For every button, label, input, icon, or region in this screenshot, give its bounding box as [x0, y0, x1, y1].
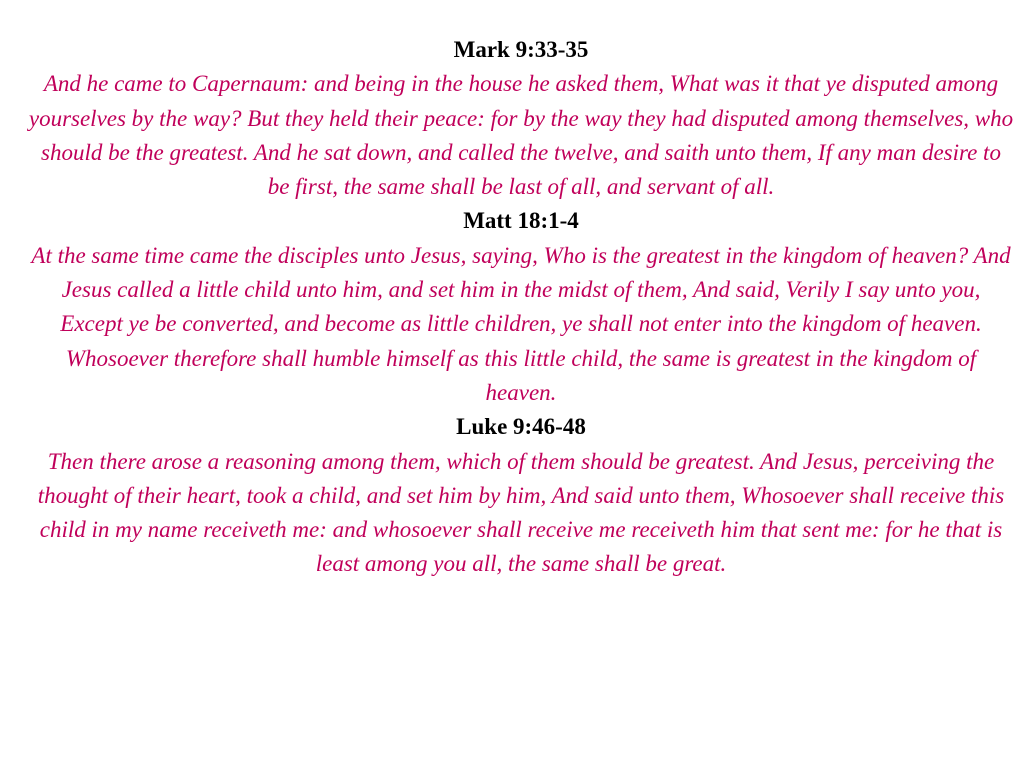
- passage-reference-matthew: Matt 18:1-4: [463, 208, 579, 234]
- passage-reference-luke: Luke 9:46-48: [456, 414, 586, 440]
- passage-reference-mark: Mark 9:33-35: [453, 37, 589, 62]
- passage-text-matthew: At the same time came the disciples unto Jesus, saying, Who is the greatest in the kingdom of heaven? And Jesus called a little child unto him, and set him in the midst of them, And said, Verily I say unto you, Except ye be converted, and become as little children, ye shall not enter into the kingdom of heaven. Whosoever therefore shall humble himself as this little child, the same is greatest in the kingdom of heaven.: [31, 242, 1011, 405]
- passage-text-mark: And he came to Capernaum: and being in the house he asked them, What was it that ye disputed among yourselves by the way? But they held their peace: for by the way they had disputed among themselves, who should be the greatest. And he sat down, and called the twelve, and saith unto them, If any man desire to be first, the same shall be last of all, and servant of all.: [28, 71, 1014, 200]
- passage-text-luke: Then there arose a reasoning among them, which of them should be greatest. And Jesus, perceiving the thought of their heart, took a child, and set him by him, And said unto them, Whosoever shall receive this child in my name receiveth me: and whosoever shall receive me receiveth him that sent me: for he that is least among you all, the same shall be great.: [37, 448, 1005, 577]
- slide-content: [28, 33, 1014, 582]
